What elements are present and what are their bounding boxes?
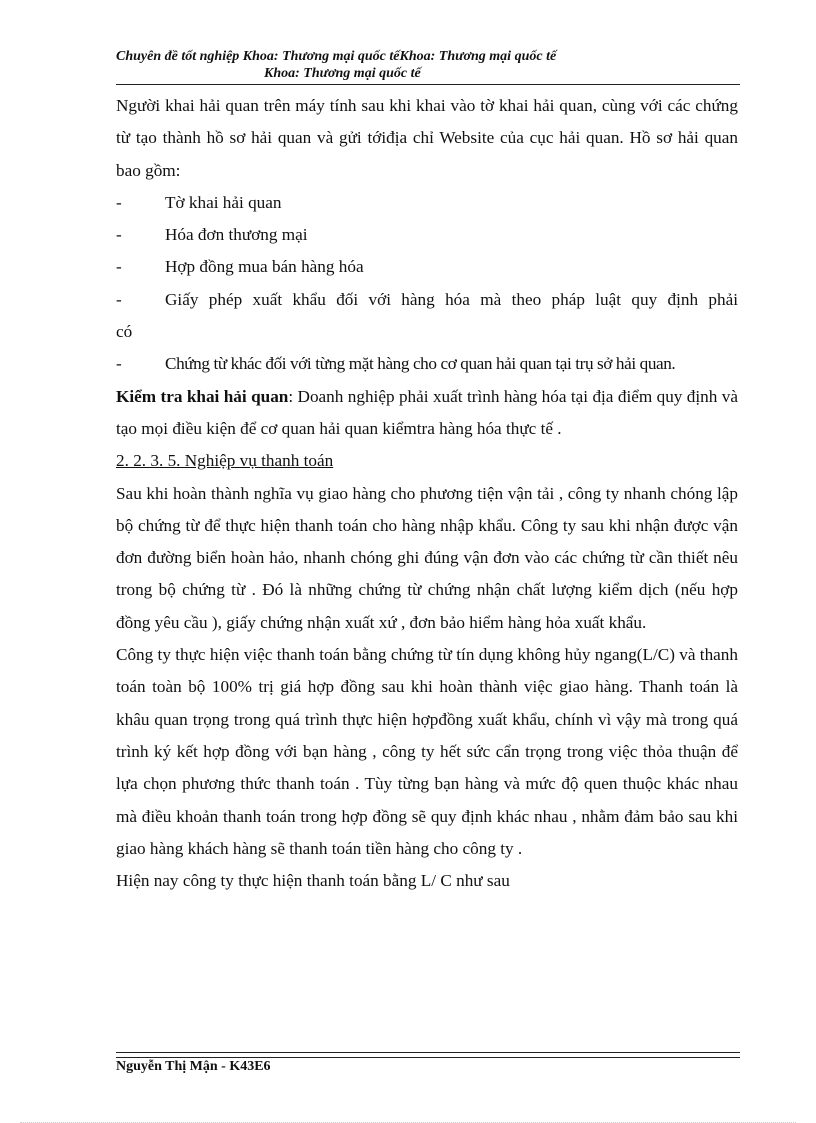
list-item-text: Hợp đồng mua bán hàng hóa <box>165 257 364 277</box>
paragraph-payment-method: Công ty thực hiện việc thanh toán bằng chứng từ tín dụng không hủy ngang(L/C) và thanh toán toàn bộ 100% trị giá hợp đồng sau khi hoàn thành việc giao hàng. Thanh toán là khâu quan trọng trong quá trình thực hiện hợpđồng xuất khẩu, chính vì vậy mà trong quá trình ký kết hợp đồng với bạn hàng , công ty hết sức cẩn trọng trong việc thỏa thuận để lựa chọn phương thức thanh toán . Tùy từng bạn hàng và mức độ quen thuộc khác nhau mà điều khoản thanh toán trong hợp đồng sẽ quy định khác nhau , nhằm đảm bảo sau khi giao hàng khách hàng sẽ thanh toán tiền hàng cho công ty . <box>116 645 738 858</box>
list-item-text: Tờ khai hải quan <box>165 192 282 212</box>
list-item <box>116 219 738 251</box>
list-item-text: Hóa đơn thương mại <box>165 225 308 245</box>
list-item <box>116 348 738 380</box>
inline-bold-term: Kiểm tra khai hải quan <box>116 386 289 406</box>
page-header <box>116 48 740 82</box>
list-item-text: Giấy phép xuất khẩu đối với hàng hóa mà theo pháp luật quy định phải <box>165 289 738 309</box>
page-footer: Nguyễn Thị Mận - K43E6 <box>116 1059 271 1074</box>
bullet-marker: - <box>116 225 122 245</box>
paragraph-lc-intro: Hiện nay công ty thực hiện thanh toán bằng L/ C như sau <box>116 871 510 891</box>
paragraph-customs-inspection <box>116 381 738 446</box>
section-heading <box>116 445 738 477</box>
header-line-2: Khoa: Thương mại quốc tế <box>264 66 421 81</box>
bullet-marker: - <box>116 289 122 309</box>
list-item <box>116 251 738 283</box>
list-item-text: Chứng từ khác đối với từng mặt hàng cho cơ quan hải quan tại trụ sở hải quan. <box>165 354 676 374</box>
section-heading-text: 2. 2. 3. 5. Nghiệp vụ thanh toán <box>116 451 334 471</box>
footer-rule <box>116 1052 740 1058</box>
paragraph-text: : Doanh nghiệp phải xuất trình hàng hóa tại địa điểm quy định và tạo mọi điều kiện để cơ quan hải quan kiểmtra hàng hóa thực tế . <box>116 386 738 438</box>
header-rule <box>116 84 740 85</box>
paragraph-payment-documents: Sau khi hoàn thành nghĩa vụ giao hàng cho phương tiện vận tải , công ty nhanh chóng lập bộ chứng từ để thực hiện thanh toán cho hàng nhập khẩu. Công ty sau khi nhận được vận đơn đường biển hoàn hảo, nhanh chóng ghi đúng vận đơn vào các chứng từ cần thiết nêu trong bộ chứng từ . Đó là những chứng từ chứng nhận chất lượng kiểm dịch (nếu hợp đồng yêu cầu ), giấy chứng nhận xuất xứ , đơn bảo hiểm hàng hỏa xuất khẩu. <box>116 483 738 632</box>
paragraph-customs-declaration: Người khai hải quan trên máy tính sau khi khai vào tờ khai hải quan, cùng với các chứng từ tạo thành hồ sơ hải quan và gửi tớiđịa chỉ Website của cục hải quan. Hồ sơ hải quan bao gồm: <box>116 96 738 180</box>
list-item-continuation: có <box>116 322 133 342</box>
list-item <box>116 284 738 316</box>
bullet-marker: - <box>116 257 122 277</box>
bullet-marker: - <box>116 354 122 374</box>
document-body <box>116 90 738 897</box>
list-item <box>116 187 738 219</box>
header-line-1: Chuyên đề tốt nghiệp Khoa: Thương mại quốc tếKhoa: Thương mại quốc tế <box>116 49 557 64</box>
bullet-marker: - <box>116 192 122 212</box>
